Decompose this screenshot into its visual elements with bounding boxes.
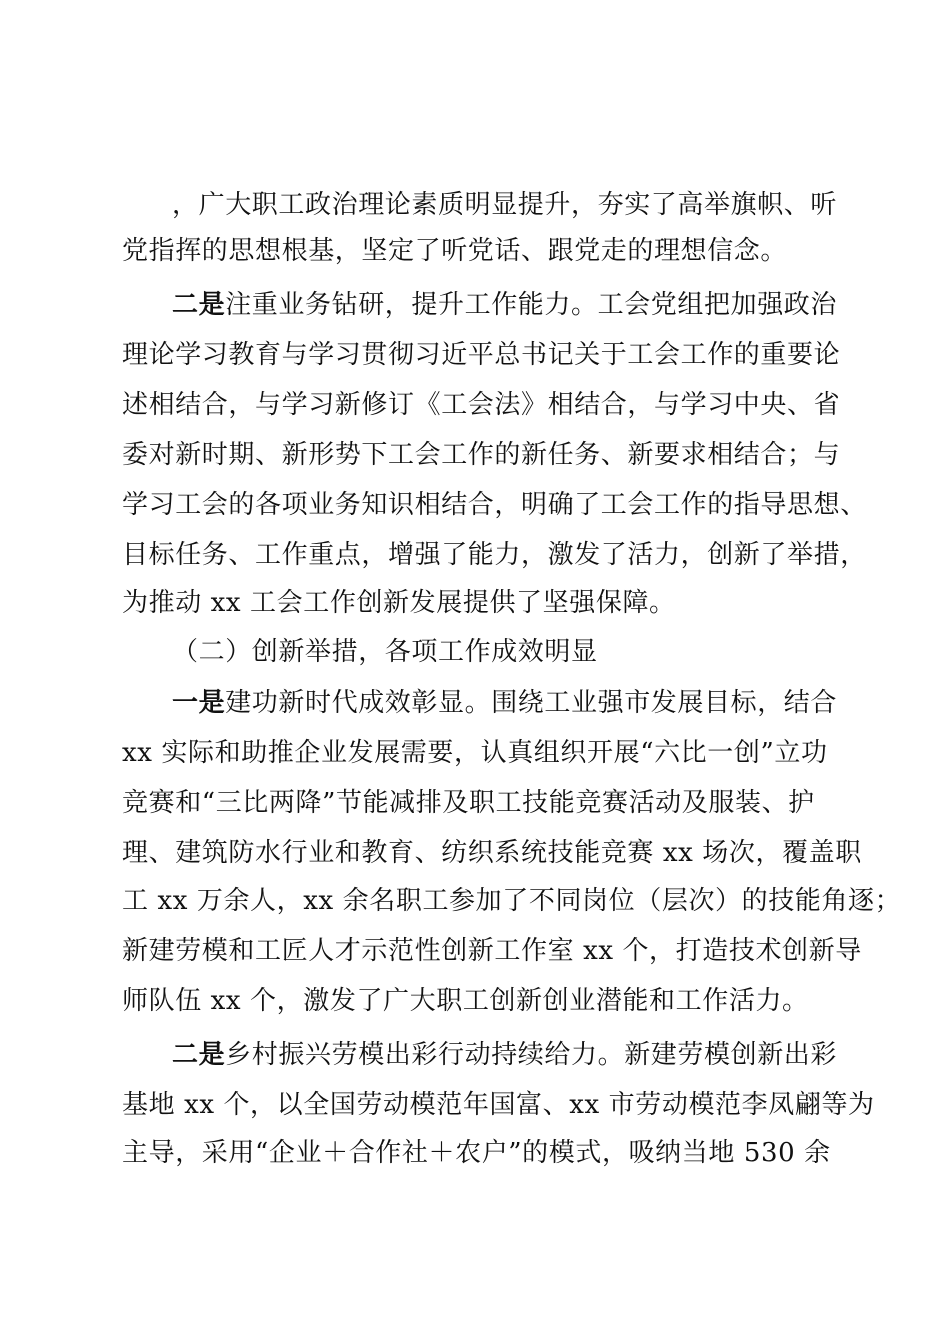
line-text: 乡村振兴劳模出彩行动持续给力。新建劳模创新出彩 (225, 1040, 838, 1070)
text-line (122, 778, 942, 828)
line-text: 注重业务钻研，提升工作能力。工会党组把加强政治 (225, 290, 838, 320)
line-lead: 一是 (172, 688, 226, 718)
line-text: 工 xx 万余人，xx 余名职工参加了不同岗位（层次）的技能角逐； (122, 886, 902, 916)
text-line (122, 530, 942, 580)
text-line (172, 1030, 942, 1080)
line-text: 学习工会的各项业务知识相结合，明确了工会工作的指导思想、 (122, 490, 867, 520)
line-lead: 二是 (172, 1040, 226, 1070)
text-line (172, 280, 942, 330)
line-text: 理论学习教育与学习贯彻习近平总书记关于工会工作的重要论 (122, 340, 841, 370)
line-text: xx 实际和助推企业发展需要，认真组织开展“六比一创”立功 (122, 738, 828, 768)
line-text: 述相结合，与学习新修订《工会法》相结合，与学习中央、省 (122, 390, 841, 420)
line-text: 理、建筑防水行业和教育、纺织系统技能竞赛 xx 场次，覆盖职 (122, 838, 862, 868)
text-line (122, 828, 942, 878)
text-line (122, 578, 942, 628)
text-line (172, 678, 942, 728)
text-line (122, 728, 942, 778)
line-text: 党指挥的思想根基，坚定了听党话、跟党走的理想信念。 (122, 236, 788, 266)
line-text: ，广大职工政治理论素质明显提升，夯实了高举旗帜、听 (172, 190, 838, 220)
text-line (122, 380, 942, 430)
line-text: 师队伍 xx 个，激发了广大职工创新创业潜能和工作活力。 (122, 986, 809, 1016)
text-line (122, 226, 942, 276)
text-line (122, 330, 942, 380)
line-text: 新建劳模和工匠人才示范性创新工作室 xx 个，打造技术创新导 (122, 936, 862, 966)
line-text: 目标任务、工作重点，增强了能力，激发了活力，创新了举措， (122, 540, 867, 570)
line-text: （二）创新举措，各项工作成效明显 (172, 637, 598, 667)
line-text: 建功新时代成效彰显。围绕工业强市发展目标，结合 (225, 688, 838, 718)
text-line (122, 430, 942, 480)
line-lead: 二是 (172, 290, 226, 320)
text-line (122, 976, 942, 1026)
line-text: 委对新时期、新形势下工会工作的新任务、新要求相结合；与 (122, 440, 841, 470)
section-heading (172, 627, 942, 677)
line-text: 主导，采用“企业＋合作社＋农户”的模式，吸纳当地 530 余 (122, 1138, 831, 1168)
line-text: 竞赛和“三比两降”节能减排及职工技能竞赛活动及服装、护 (122, 788, 815, 818)
text-line (172, 180, 942, 230)
text-line (122, 480, 942, 530)
text-line (122, 876, 942, 926)
line-text: 基地 xx 个，以全国劳动模范年国富、xx 市劳动模范李凤翩等为 (122, 1090, 875, 1120)
text-line (122, 1080, 942, 1130)
text-line (122, 926, 942, 976)
line-text: 为推动 xx 工会工作创新发展提供了坚强保障。 (122, 588, 676, 618)
text-line (122, 1128, 942, 1178)
